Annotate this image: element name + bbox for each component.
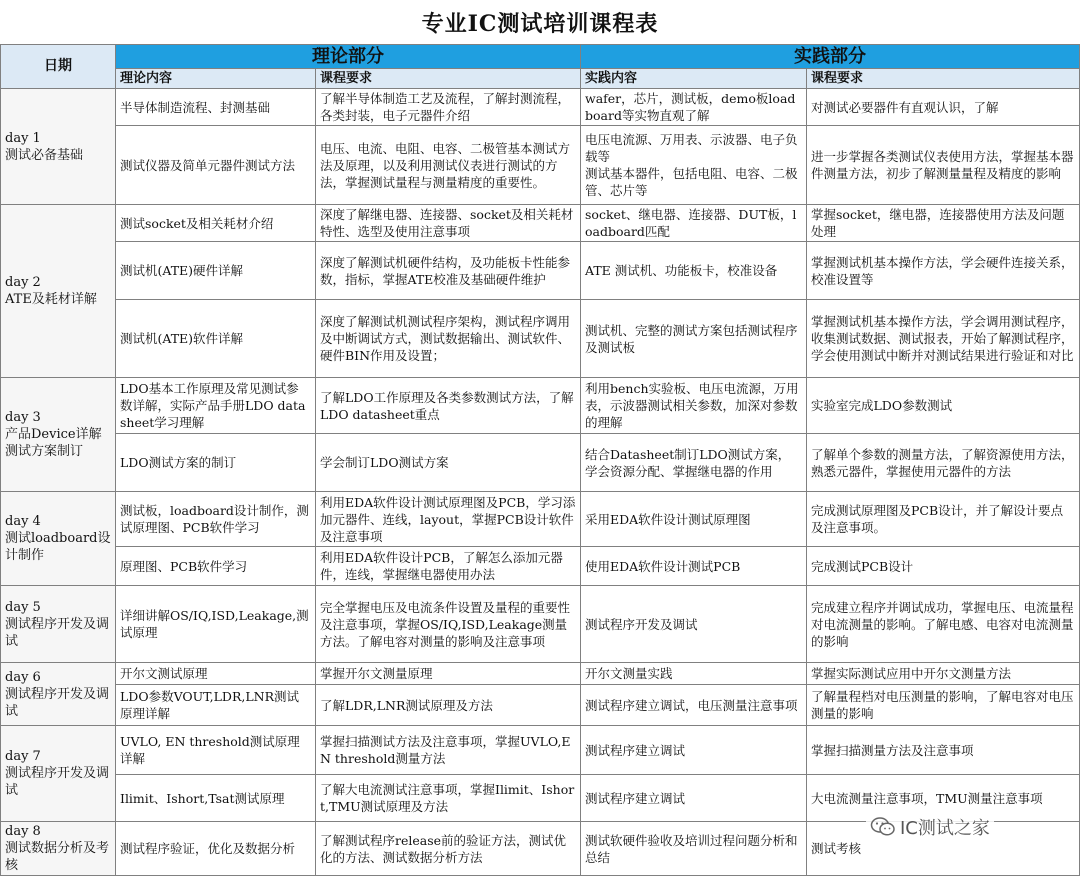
theory-content-cell: 测试机(ATE)软件详解 xyxy=(116,300,316,378)
theory-content-cell: 测试机(ATE)硬件详解 xyxy=(116,242,316,300)
table-row xyxy=(1,434,1080,492)
practice-requirement-cell: 进一步掌握各类测试仪表使用方法，掌握基本器件测量方法，初步了解测量量程及精度的影响 xyxy=(807,126,1080,205)
theory-content-cell: 开尔文测试原理 xyxy=(116,663,316,685)
theory-requirement-cell: 掌握扫描测试方法及注意事项，掌握UVLO,EN threshold测量方法 xyxy=(316,726,581,775)
practice-content-cell: 电压电流源、万用表、示波器、电子负载等 测试基本器件，包括电阻、电容、二极管、芯片等 xyxy=(581,126,807,205)
watermark-text: IC测试之家 xyxy=(900,818,990,839)
schedule-body xyxy=(1,89,1080,876)
practice-requirement-cell: 对测试必要器件有直观认识，了解 xyxy=(807,89,1080,126)
theory-requirement-cell: 完全掌握电压及电流条件设置及量程的重要性及注意事项，掌握OS/IQ,ISD,Leakage测量方法。了解电容对测量的影响及注意事项 xyxy=(316,586,581,663)
table-row xyxy=(1,242,1080,300)
theory-requirement-cell: 了解LDO工作原理及各类参数测试方法，了解LDO datasheet重点 xyxy=(316,378,581,434)
day-label: day 1 测试必备基础 xyxy=(1,89,116,205)
header-theory: 理论部分 xyxy=(116,45,581,69)
practice-content-cell: 测试程序建立调试 xyxy=(581,775,807,822)
table-row xyxy=(1,205,1080,242)
table-row xyxy=(1,663,1080,685)
theory-content-cell: LDO基本工作原理及常见测试参数详解，实际产品手册LDO datasheet学习理解 xyxy=(116,378,316,434)
theory-requirement-cell: 了解半导体制造工艺及流程，了解封测流程，各类封装，电子元器件介绍 xyxy=(316,89,581,126)
practice-requirement-cell: 掌握测试机基本操作方法，学会硬件连接关系，校准设置等 xyxy=(807,242,1080,300)
practice-content-cell: socket、继电器、连接器、DUT板，loadboard匹配 xyxy=(581,205,807,242)
practice-content-cell: ATE 测试机、功能板卡，校准设备 xyxy=(581,242,807,300)
practice-requirement-cell: 大电流测量注意事项，TMU测量注意事项 xyxy=(807,775,1080,822)
wechat-icon xyxy=(870,816,896,838)
practice-content-cell: 测试机、完整的测试方案包括测试程序及测试板 xyxy=(581,300,807,378)
theory-content-cell: 详细讲解OS/IQ,ISD,Leakage,测试原理 xyxy=(116,586,316,663)
table-row xyxy=(1,492,1080,547)
theory-content-cell: 原理图、PCB软件学习 xyxy=(116,547,316,586)
practice-requirement-cell: 了解量程档对电压测量的影响，了解电容对电压测量的影响 xyxy=(807,685,1080,726)
table-row xyxy=(1,378,1080,434)
theory-content-cell: Ilimit、Ishort,Tsat测试原理 xyxy=(116,775,316,822)
theory-requirement-cell: 了解LDR,LNR测试原理及方法 xyxy=(316,685,581,726)
practice-content-cell: 利用bench实验板、电压电流源，万用表，示波器测试相关参数，加深对参数的理解 xyxy=(581,378,807,434)
theory-requirement-cell: 利用EDA软件设计PCB，了解怎么添加元器件，连线，掌握继电器使用办法 xyxy=(316,547,581,586)
theory-content-cell: LDO参数VOUT,LDR,LNR测试原理详解 xyxy=(116,685,316,726)
practice-content-cell: 结合Datasheet制订LDO测试方案，学会资源分配、掌握继电器的作用 xyxy=(581,434,807,492)
theory-content-cell: 测试程序验证，优化及数据分析 xyxy=(116,822,316,876)
practice-requirement-cell: 完成建立程序并调试成功，掌握电压、电流量程对电流测量的影响。了解电感、电容对电流测量的影响 xyxy=(807,586,1080,663)
practice-requirement-cell: 完成测试原理图及PCB设计，并了解设计要点及注意事项。 xyxy=(807,492,1080,547)
theory-requirement-cell: 深度了解测试机测试程序架构，测试程序调用及中断调试方式，测试数据输出、测试软件、硬件BIN作用及设置； xyxy=(316,300,581,378)
day-label: day 2 ATE及耗材详解 xyxy=(1,205,116,378)
practice-requirement-cell: 掌握扫描测量方法及注意事项 xyxy=(807,726,1080,775)
header-practice-requirement: 课程要求 xyxy=(807,69,1080,89)
theory-requirement-cell: 学会制订LDO测试方案 xyxy=(316,434,581,492)
practice-requirement-cell: 测试考核 xyxy=(807,822,1080,876)
theory-requirement-cell: 电压、电流、电阻、电容、二极管基本测试方法及原理，以及利用测试仪表进行测试的方法，掌握测试量程与测量精度的重要性。 xyxy=(316,126,581,205)
theory-content-cell: UVLO, EN threshold测试原理详解 xyxy=(116,726,316,775)
practice-content-cell: 开尔文测量实践 xyxy=(581,663,807,685)
table-row xyxy=(1,89,1080,126)
watermark xyxy=(866,814,994,840)
theory-requirement-cell: 深度了解测试机硬件结构，及功能板卡性能参数，指标，掌握ATE校准及基础硬件维护 xyxy=(316,242,581,300)
header-date: 日期 xyxy=(1,45,116,89)
theory-content-cell: 测试板，loadboard设计制作，测试原理图、PCB软件学习 xyxy=(116,492,316,547)
table-row xyxy=(1,300,1080,378)
practice-content-cell: 测试软硬件验收及培训过程问题分析和总结 xyxy=(581,822,807,876)
header-practice: 实践部分 xyxy=(581,45,1080,69)
theory-content-cell: 测试仪器及简单元器件测试方法 xyxy=(116,126,316,205)
day-label: day 8 测试数据分析及考核 xyxy=(1,822,116,876)
theory-content-cell: LDO测试方案的制订 xyxy=(116,434,316,492)
table-row xyxy=(1,126,1080,205)
practice-content-cell: 测试程序建立调试 xyxy=(581,726,807,775)
practice-requirement-cell: 了解单个参数的测量方法，了解资源使用方法，熟悉元器件，掌握使用元器件的方法 xyxy=(807,434,1080,492)
header-theory-requirement: 课程要求 xyxy=(316,69,581,89)
practice-content-cell: wafer，芯片，测试板，demo板loadboard等实物直观了解 xyxy=(581,89,807,126)
page-title: 专业IC测试培训课程表 xyxy=(421,10,659,37)
table-row xyxy=(1,685,1080,726)
table-row xyxy=(1,726,1080,775)
day-label: day 3 产品Device详解测试方案制订 xyxy=(1,378,116,492)
theory-requirement-cell: 掌握开尔文测量原理 xyxy=(316,663,581,685)
practice-requirement-cell: 掌握实际测试应用中开尔文测量方法 xyxy=(807,663,1080,685)
theory-content-cell: 测试socket及相关耗材介绍 xyxy=(116,205,316,242)
day-label: day 4 测试loadboard设计制作 xyxy=(1,492,116,586)
table-row xyxy=(1,586,1080,663)
practice-content-cell: 测试程序建立调试，电压测量注意事项 xyxy=(581,685,807,726)
course-schedule-table xyxy=(0,44,1080,876)
theory-requirement-cell: 了解测试程序release前的验证方法，测试优化的方法、测试数据分析方法 xyxy=(316,822,581,876)
theory-requirement-cell: 了解大电流测试注意事项，掌握Ilimit、Ishort,TMU测试原理及方法 xyxy=(316,775,581,822)
practice-requirement-cell: 掌握测试机基本操作方法，学会调用测试程序，收集测试数据、测试报表，开始了解测试程序，学会使用测试中断并对测试结果进行验证和对比 xyxy=(807,300,1080,378)
theory-requirement-cell: 利用EDA软件设计测试原理图及PCB，学习添加元器件、连线，layout，掌握PCB设计软件及注意事项 xyxy=(316,492,581,547)
day-label: day 7 测试程序开发及调试 xyxy=(1,726,116,822)
practice-content-cell: 测试程序开发及调试 xyxy=(581,586,807,663)
practice-content-cell: 使用EDA软件设计测试PCB xyxy=(581,547,807,586)
theory-content-cell: 半导体制造流程、封测基础 xyxy=(116,89,316,126)
practice-requirement-cell: 完成测试PCB设计 xyxy=(807,547,1080,586)
practice-requirement-cell: 实验室完成LDO参数测试 xyxy=(807,378,1080,434)
day-label: day 5 测试程序开发及调试 xyxy=(1,586,116,663)
header-practice-content: 实践内容 xyxy=(581,69,807,89)
day-label: day 6 测试程序开发及调试 xyxy=(1,663,116,726)
practice-requirement-cell: 掌握socket，继电器，连接器使用方法及问题处理 xyxy=(807,205,1080,242)
table-row xyxy=(1,547,1080,586)
header-theory-content: 理论内容 xyxy=(116,69,316,89)
practice-content-cell: 采用EDA软件设计测试原理图 xyxy=(581,492,807,547)
theory-requirement-cell: 深度了解继电器、连接器、socket及相关耗材特性、选型及使用注意事项 xyxy=(316,205,581,242)
